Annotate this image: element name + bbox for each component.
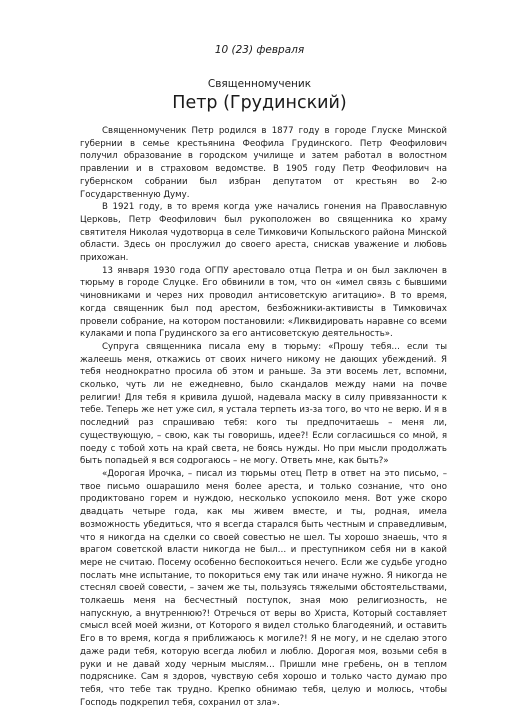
saint-rank: Священномученик (207, 78, 312, 90)
paragraph: В 1921 году, в то время когда уже начались гонения на Православную Церковь, Петр Феофилович был рукоположен во священника ко храму святителя Николая чудотворца в селе Тимковичи Копыльского района Минской области. Здесь он прослужил до своего ареста, снискав уважение и любовь прихожан. (80, 202, 447, 264)
paragraph: «Дорогая Ирочка, – писал из тюрьмы отец Петр в ответ на это письмо, – твое письмо ошарашило меня более ареста, и только сознание, что оно продиктовано горем и нуждою, несколько успокоило меня. Вот уже скоро двадцать четыре года, как мы живем вместе, и ты, родная, имела возможность убедиться, что я всегда старался быть честным и справедливым, что я никогда на сделки со своей совестью не шел. Ты хорошо знаешь, что я врагом советской власти никогда не был… и преступником себя ни в какой мере не считаю. Посему особенно беспокоиться нечего. Если же судьбе угодно послать мне испытание, то покориться ему так или иначе нужно. Я никогда не стеснял своей совести, – зачем же ты, пользуясь тяжелыми обстоятельствами, толкаешь меня на бесчестный поступок, зная мою религиозность, не напускную, а внутреннюю?! Отречься от веры во Христа, Который составляет смысл всей моей жизни, от Которого я видел столько благодеяний, и оставить Его в то время, когда я приближаюсь к могиле?! Я не могу, и не сделаю этого даже ради тебя, которую всегда любил и люблю. Дорогая моя, возьми себя в руки и не давай ходу черным мыслям… Пришли мне гребень, он в теплом подряснике. Сам я здоров, чувствую себя хорошо и только часто думаю про тебя, что тебе так трудно. Крепко обнимаю тебя, целую и молюсь, чтобы Господь подкрепил тебя, сохранил от зла». (80, 468, 447, 708)
paragraph: Священномученик Петр родился в 1877 году в городе Глуске Минской губернии в семье крестьянина Феофила Грудинского. Петр Феофилович получил образование в городском училище и затем работал в волостном правлении и в страховом ведомстве. В 1905 году Петр Феофилович на губернском собрании был избран депутатом от крестьян во 2-ю Государственную Думу. (80, 126, 447, 200)
document-body (80, 125, 447, 709)
paragraph: 13 января 1930 года ОГПУ арестовало отца Петра и он был заключен в тюрьму в городе Слуцке. Его обвинили в том, что он «имел связь с бывшими чиновниками и через них проводил антисоветскую агитацию». В то время, когда священник был под арестом, безбожники-активисты в Тимковичах провели собрание, на котором постановили: «Ликвидировать наравне со всеми кулаками и попа Грудинского за его антисоветскую деятельность». (80, 265, 447, 340)
page-title: Петр (Грудинский) (172, 93, 347, 113)
paragraph: Супруга священника писала ему в тюрьму: «Прошу тебя… если ты жалеешь меня, откажись от своих ничего никому не дающих убеждений. Я тебя неоднократно просила об этом и раньше. За эти восемь лет, вспомни, сколько, чуть ли не ежедневно, было скандалов между нами на почве религии! Для тебя я кривила душой, надевала маску в силу привязанности к тебе. Теперь же нет уже сил, я устала терпеть из-за того, во что не верю. И я в последний раз спрашиваю тебя: кого ты предпочитаешь – меня ли, существующую, – свою, как ты говоришь, идее?! Если согласишься со мной, я поеду с тобой хоть на край света, не боясь нужды. Но при мысли продолжать быть попадьей я вся содрогаюсь – не могу. Ответь мне, как быть?» (80, 341, 447, 467)
feast-date: 10 (23) февраля (214, 44, 305, 56)
